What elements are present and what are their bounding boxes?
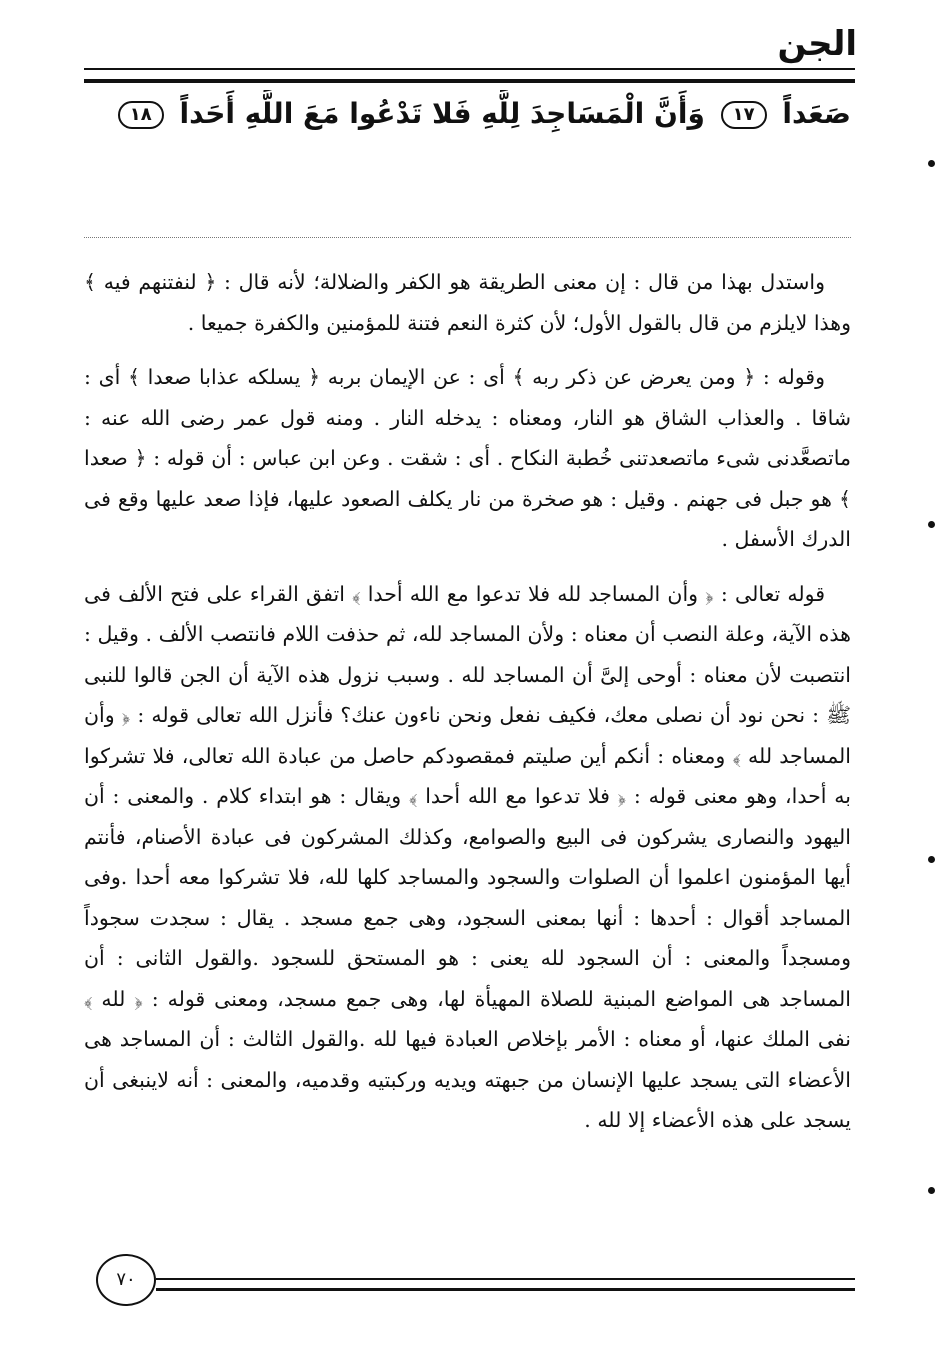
verse-part-2: وَأَنَّ الْمَسَاجِدَ لِلَّهِ فَلا تَدْعُوا مَعَ اللَّهِ أَحَداً — [179, 97, 705, 130]
surah-title: الجن — [777, 24, 857, 64]
ayah-number-18: ١٨ — [118, 101, 164, 129]
page-number: ٧٠ — [96, 1254, 156, 1306]
verse-part-1: صَعَداً — [782, 97, 851, 130]
section-divider — [84, 237, 851, 238]
commentary-body — [84, 262, 851, 1155]
paragraph-2: وقوله : ﴿ ومن يعرض عن ذكر ربه ﴾ أى : عن الإيمان بربه ﴿ يسلكه عذابا صعدا ﴾ أى : شاقا . والعذاب الشاق هو النار، ومعناه : يدخله النار . ومنه قول عمر رضى الله عنه : ماتصعَّدنى شىء ماتصعدتنى خُطبة النكاح . أى : شقت . وعن ابن عباس : أن قوله : ﴿ صعدا ﴾ هو جبل فى جهنم . وقيل : هو صخرة من نار يكلف الصعود عليها، فإذا صعد عليها وقع فى الدرك الأسفل . — [84, 365, 851, 551]
scan-margin-mark — [928, 160, 935, 167]
scan-margin-mark — [928, 1187, 935, 1194]
quran-verse-line — [84, 90, 851, 138]
ayah-number-17: ١٧ — [721, 101, 767, 129]
paragraph-1: واستدل بهذا من قال : إن معنى الطريقة هو الكفر والضلالة؛ لأنه قال : ﴿ لنفتنهم فيه ﴾ وهذا لايلزم من قال بالقول الأول؛ لأن كثرة النعم فتنة للمؤمنين والكفرة جميعا . — [84, 270, 851, 335]
paragraph-3: قوله تعالى : ﴿ وأن المساجد لله فلا تدعوا مع الله أحدا ﴾ اتفق القراء على فتح الألف فى هذه الآية، وعلة النصب أن معناه : ولأن المساجد لله، ثم حذفت اللام فانتصب الألف . وقيل : انتصبت لأن معناه : أوحى إلىَّ أن المساجد لله . وسبب نزول هذه الآية أن الجن قالوا للنبى ﷺ : نحن نود أن نصلى معك، فكيف نفعل ونحن ناءون عنك؟ فأنزل الله تعالى قوله : ﴿ وأن المساجد لله ﴾ ومعناه : أنكم أين صليتم فمقصودكم حاصل من عبادة الله تعالى، فلا تشركوا به أحدا، وهو معنى قوله : ﴿ فلا تدعوا مع الله أحدا ﴾ ويقال : هو ابتداء كلام . والمعنى : أن اليهود والنصارى يشركون فى البيع والصوامع، وكذلك المشركون فى عبادة الأصنام، فأنتم أيها المؤمنون اعلموا أن الصلوات والسجود والمساجد كلها لله، فلا تشركوا معه أحدا .وفى المساجد أقوال : أحدها : أنها بمعنى السجود، وهى جمع مسجد . يقال : سجدت سجوداً ومسجداً والمعنى : أن السجود لله يعنى : هو المستحق للسجود .والقول الثانى : أن المساجد هى المواضع المبنية للصلاة المهيأة لها، وهى جمع مسجد، ومعنى قوله : ﴿ لله ﴾ نفى الملك عنها، أو معناه : الأمر بإخلاص العبادة فيها لله .والقول الثالث : أن المساجد هى الأعضاء التى يسجد عليها الإنسان من جبهته ويديه وركبتيه وقدميه، والمعنى : أنه لاينبغى أن يسجد على هذه الأعضاء إلا لله . — [84, 581, 851, 1132]
scan-margin-mark — [928, 856, 935, 863]
header-double-rule — [84, 68, 855, 83]
scan-margin-mark — [928, 521, 935, 528]
footer-double-rule — [156, 1278, 855, 1291]
